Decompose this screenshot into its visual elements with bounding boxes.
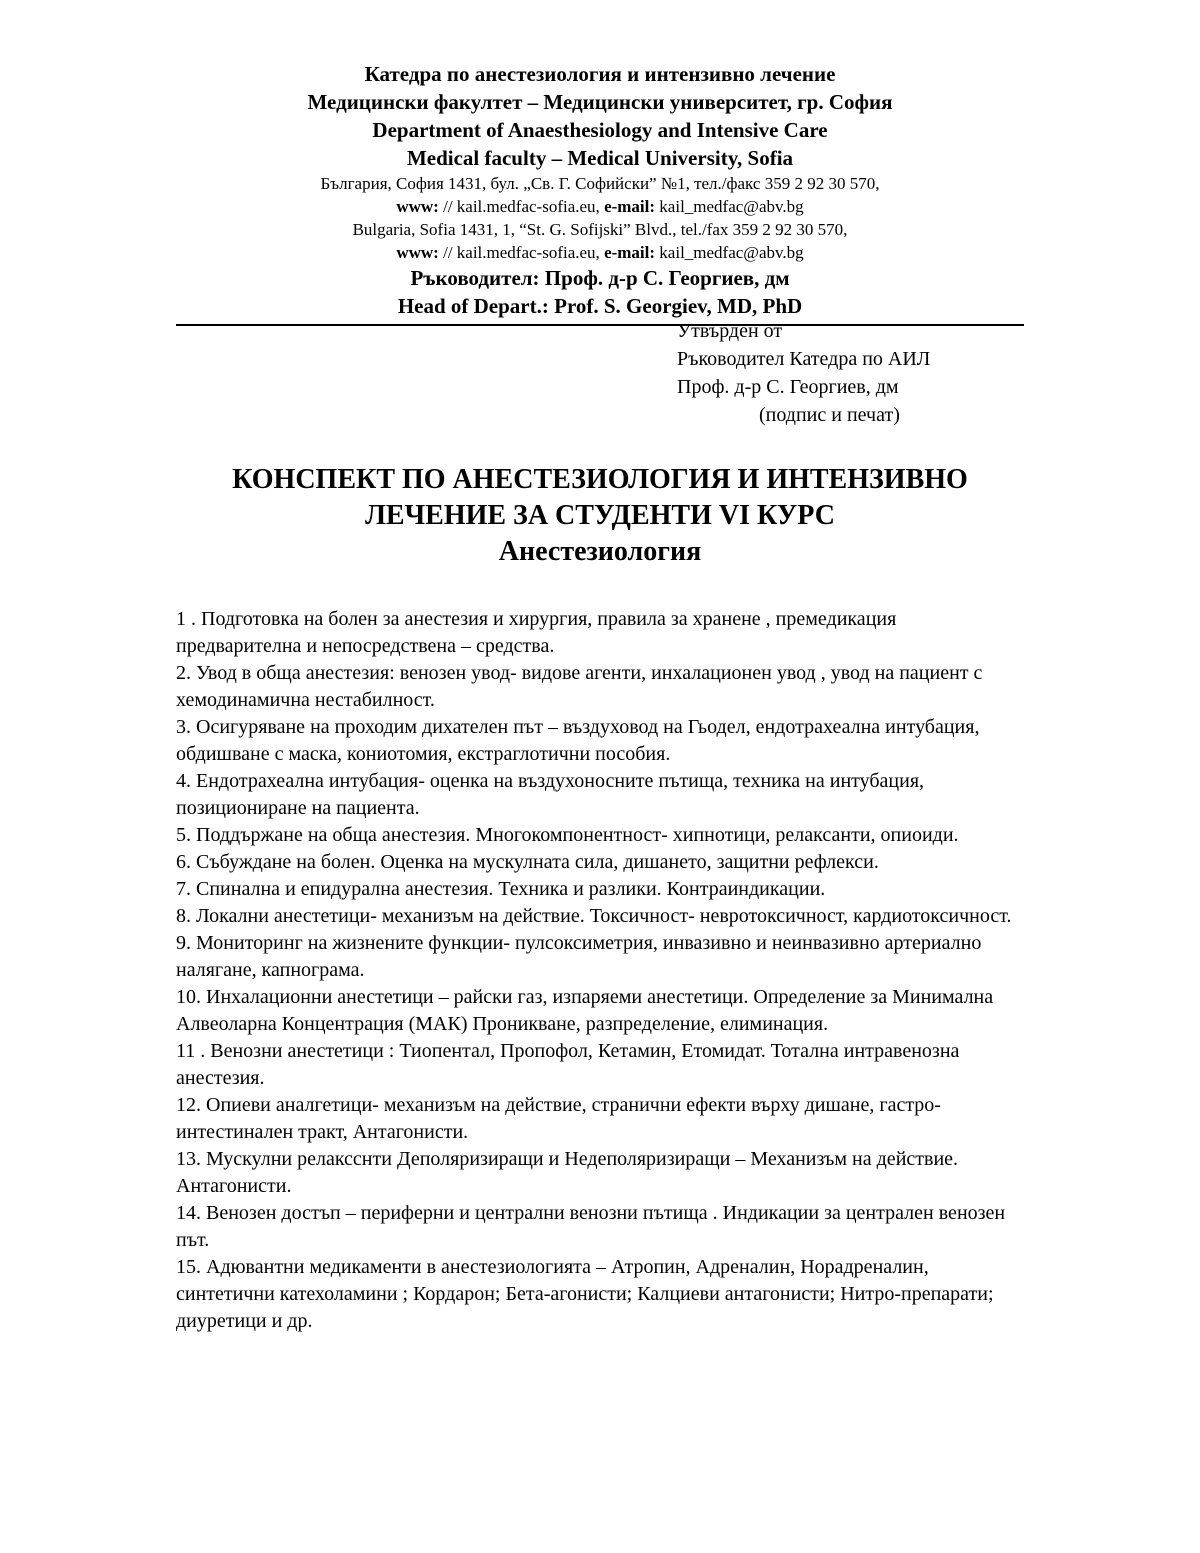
signature-note: (подпис и печат) xyxy=(759,404,900,426)
list-item: 2. Увод в обща анестезия: венозен увод- видове агенти, инхалационен увод , увод на пациент с хемодинамична нестабилност. xyxy=(176,662,983,711)
document-title xyxy=(176,462,1024,570)
list-item: 13. Мускулни релаксснти Деполяризиращи и Недеполяризиращи – Механизъм на действие. Антагонисти. xyxy=(176,1148,959,1197)
www-link[interactable]: // kail.medfac-sofia.eu, xyxy=(438,243,600,262)
list-item: 6. Събуждане на болен. Оценка на мускулната сила, дишането, защитни рефлекси. xyxy=(176,851,879,873)
list-item: 5. Поддържане на обща анестезия. Многокомпонентност- хипнотици, релаксанти, опиоиди. xyxy=(176,824,959,846)
list-item: 10. Инхалационни анестетици – райски газ, изпаряеми анестетици. Определение за Минимална Алвеоларна Концентрация (МАК) Проникване, разпределение, елиминация. xyxy=(176,986,994,1035)
letterhead xyxy=(176,60,1024,326)
approval-line-3: Проф. д-р С. Георгиев, дм xyxy=(677,376,899,398)
contact-line-en xyxy=(176,241,1024,264)
address-en: Bulgaria, Sofia 1431, 1, “St. G. Sofijski” Blvd., tel./fax 359 2 92 30 570, xyxy=(352,220,848,239)
www-link[interactable]: // kail.medfac-sofia.eu, xyxy=(438,197,600,216)
approval-block xyxy=(677,317,1017,429)
www-label: www: xyxy=(396,197,439,216)
list-item: 11 . Венозни анестетици : Тиопентал, Пропофол, Кетамин, Етомидат. Тотална интравенозна анестезия. xyxy=(176,1040,960,1089)
email-link[interactable]: kail_medfac@abv.bg xyxy=(655,197,804,216)
email-link[interactable]: kail_medfac@abv.bg xyxy=(655,243,804,262)
topics-list xyxy=(176,606,1024,1335)
list-item: 4. Ендотрахеална интубация- оценка на въздухоносните пътища, техника на интубация, позициониране на пациента. xyxy=(176,770,925,819)
email-label: e-mail: xyxy=(604,197,656,216)
list-item: 9. Мониторинг на жизнените функции- пулсоксиметрия, инвазивно и неинвазивно артериално налягане, капнограма. xyxy=(176,932,982,981)
approval-line-2: Ръководител Катедра по АИЛ xyxy=(677,348,931,370)
address-bg: България, София 1431, бул. „Св. Г. Софийски” №1, тел./факс 359 2 92 30 570, xyxy=(320,174,880,193)
department-name-en: Department of Anaesthesiology and Intensive Care xyxy=(372,118,828,142)
department-name-bg: Катедра по анестезиология и интензивно лечение xyxy=(364,62,836,86)
approval-line-1: Утвърден от xyxy=(677,320,783,342)
email-label: e-mail: xyxy=(604,243,656,262)
list-item: 7. Спинална и епидурална анестезия. Техника и разлики. Контраиндикации. xyxy=(176,878,826,900)
head-of-department-en: Head of Depart.: Prof. S. Georgiev, MD, PhD xyxy=(397,294,803,318)
list-item: 15. Адювантни медикаменти в анестезиологията – Атропин, Адреналин, Норадреналин, синтетични катехоламини ; Кордарон; Бета-агонисти; Калциеви антагонисти; Нитро-препарати; диуретици и др. xyxy=(176,1256,994,1332)
head-of-department-bg: Ръководител: Проф. д-р С. Георгиев, дм xyxy=(410,266,790,290)
www-label: www: xyxy=(396,243,439,262)
list-item: 12. Опиеви аналгетици- механизъм на действие, странични ефекти върху дишане, гастро-интестинален тракт, Антагонисти. xyxy=(176,1094,941,1143)
title-line-2: ЛЕЧЕНИЕ ЗА СТУДЕНТИ VI КУРС xyxy=(365,500,835,531)
title-line-1: КОНСПЕКТ ПО АНЕСТЕЗИОЛОГИЯ И ИНТЕНЗИВНО xyxy=(232,464,968,495)
document-subtitle: Анестезиология xyxy=(498,536,702,567)
contact-line-bg xyxy=(176,195,1024,218)
faculty-name-en: Medical faculty – Medical University, Sofia xyxy=(406,146,794,170)
faculty-name-bg: Медицински факултет – Медицински университет, гр. София xyxy=(307,90,893,114)
list-item: 14. Венозен достъп – периферни и централни венозни пътища . Индикации за централен венозен път. xyxy=(176,1202,1006,1251)
list-item: 8. Локални анестетици- механизъм на действие. Токсичност- невротоксичност, кардиотоксичност. xyxy=(176,905,1012,927)
list-item: 1 . Подготовка на болен за анестезия и хирургия, правила за хранене , премедикация предварителна и непосредствена – средства. xyxy=(176,608,897,657)
list-item: 3. Осигуряване на проходим дихателен път – въздуховод на Гьодел, ендотрахеална интубация, обдишване с маска, кониотомия, екстраглотични пособия. xyxy=(176,716,980,765)
